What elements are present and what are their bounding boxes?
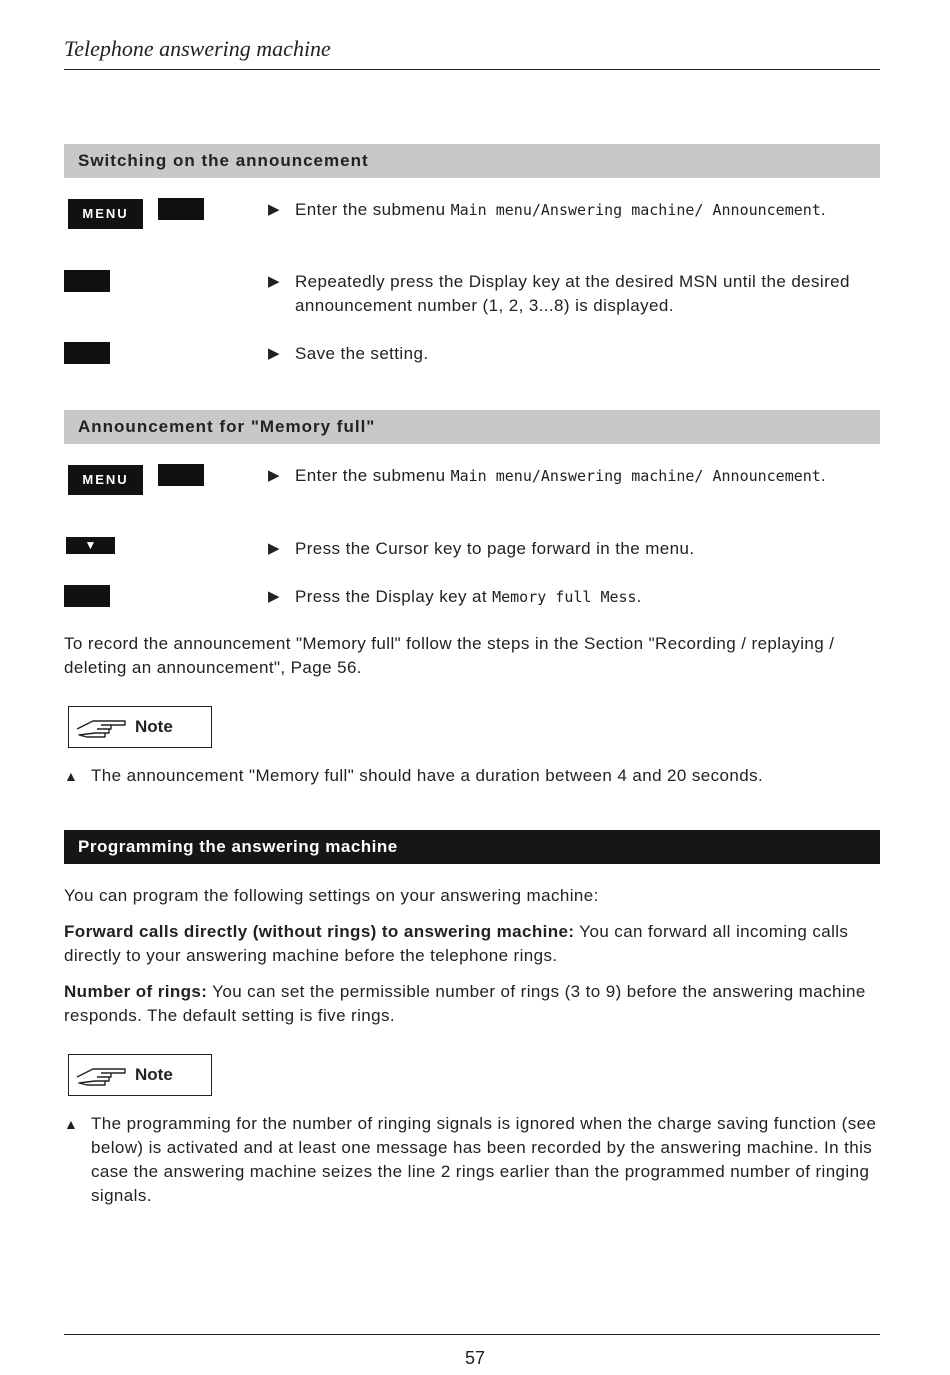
right-triangle-icon: ▶ — [268, 201, 280, 218]
number-of-rings-desc: You can set the permissible number of rings (3 to 9) before the answering machine responds. The default setting is five rings. — [64, 982, 866, 1025]
step-text: Enter the submenu — [295, 466, 451, 485]
number-of-rings-term: Number of rings: — [64, 982, 208, 1001]
step-text: Repeatedly press the Display key at the desired MSN until the desired announcement number (1, 2, 3...8) is displayed. — [295, 272, 850, 315]
step-tail: . — [820, 200, 826, 219]
step-save-setting — [268, 342, 868, 366]
record-announcement-paragraph: To record the announcement "Memory full" follow the steps in the Section "Recording / replaying / deleting an announcement", Page 56. — [64, 634, 835, 677]
right-triangle-icon: ▶ — [268, 588, 280, 605]
footer-rule — [64, 1334, 880, 1335]
note-label: Note — [135, 1065, 173, 1084]
step-cursor-forward — [268, 537, 868, 561]
section-heading-switching-announcement: Switching on the announcement — [64, 144, 880, 178]
display-key-graphic — [158, 198, 204, 220]
pointing-hand-icon — [75, 1063, 127, 1094]
note-box — [68, 706, 212, 748]
step-display-memory-full — [268, 585, 868, 609]
step-code: Main menu/Answering machine/ Announcement — [450, 201, 821, 219]
header-rule — [64, 69, 880, 70]
forward-calls-paragraph — [64, 920, 880, 968]
note-box — [68, 1054, 212, 1096]
section-heading-programming: Programming the answering machine — [64, 830, 880, 864]
step-code: Main menu/Answering machine/ Announcement — [450, 467, 821, 485]
step-enter-submenu — [268, 464, 868, 488]
note-text: The programming for the number of ringing signals is ignored when the charge saving function (see below) is activated and at least one message has been recorded by the answering machine. In this case the answering machine seizes the line 2 rings earlier than the programmed number of ringing signals. — [91, 1114, 877, 1205]
step-enter-submenu — [268, 198, 868, 222]
note-label: Note — [135, 717, 173, 736]
step-code: Memory full Mess — [492, 588, 637, 606]
note-item-memory-full-duration — [64, 764, 880, 788]
right-triangle-icon: ▶ — [268, 345, 280, 362]
up-triangle-icon: ▲ — [64, 768, 79, 784]
display-key-graphic — [158, 464, 204, 486]
step-text: Press the Cursor key to page forward in the menu. — [295, 539, 695, 558]
right-triangle-icon: ▶ — [268, 467, 280, 484]
page-header-title: Telephone answering machine — [64, 36, 331, 61]
step-tail: . — [636, 587, 642, 606]
right-triangle-icon: ▶ — [268, 273, 280, 290]
display-key-graphic — [64, 270, 110, 292]
display-key-graphic — [64, 585, 110, 607]
step-text: Enter the submenu — [295, 200, 451, 219]
step-text: Save the setting. — [295, 344, 429, 363]
forward-calls-desc: You can forward all incoming calls directly to your answering machine before the telephone rings. — [64, 922, 849, 965]
note-item-ringing-signals — [64, 1112, 880, 1208]
page-number: 57 — [464, 1348, 486, 1368]
menu-key: MENU — [68, 199, 143, 229]
step-tail: . — [820, 466, 826, 485]
pointing-hand-icon — [75, 715, 127, 746]
section-heading-memory-full: Announcement for "Memory full" — [64, 410, 880, 444]
forward-calls-term: Forward calls directly (without rings) to answering machine: — [64, 922, 575, 941]
step-text: Press the Display key at — [295, 587, 493, 606]
step-repeat-display-key — [268, 270, 868, 318]
programming-intro: You can program the following settings on your answering machine: — [64, 886, 599, 905]
right-triangle-icon: ▶ — [268, 540, 280, 557]
ok-key-graphic — [64, 342, 110, 364]
number-of-rings-paragraph — [64, 980, 880, 1028]
note-text: The announcement "Memory full" should have a duration between 4 and 20 seconds. — [91, 766, 764, 785]
up-triangle-icon: ▲ — [64, 1116, 79, 1132]
menu-key: MENU — [68, 465, 143, 495]
cursor-down-key: ▼ — [66, 537, 115, 554]
